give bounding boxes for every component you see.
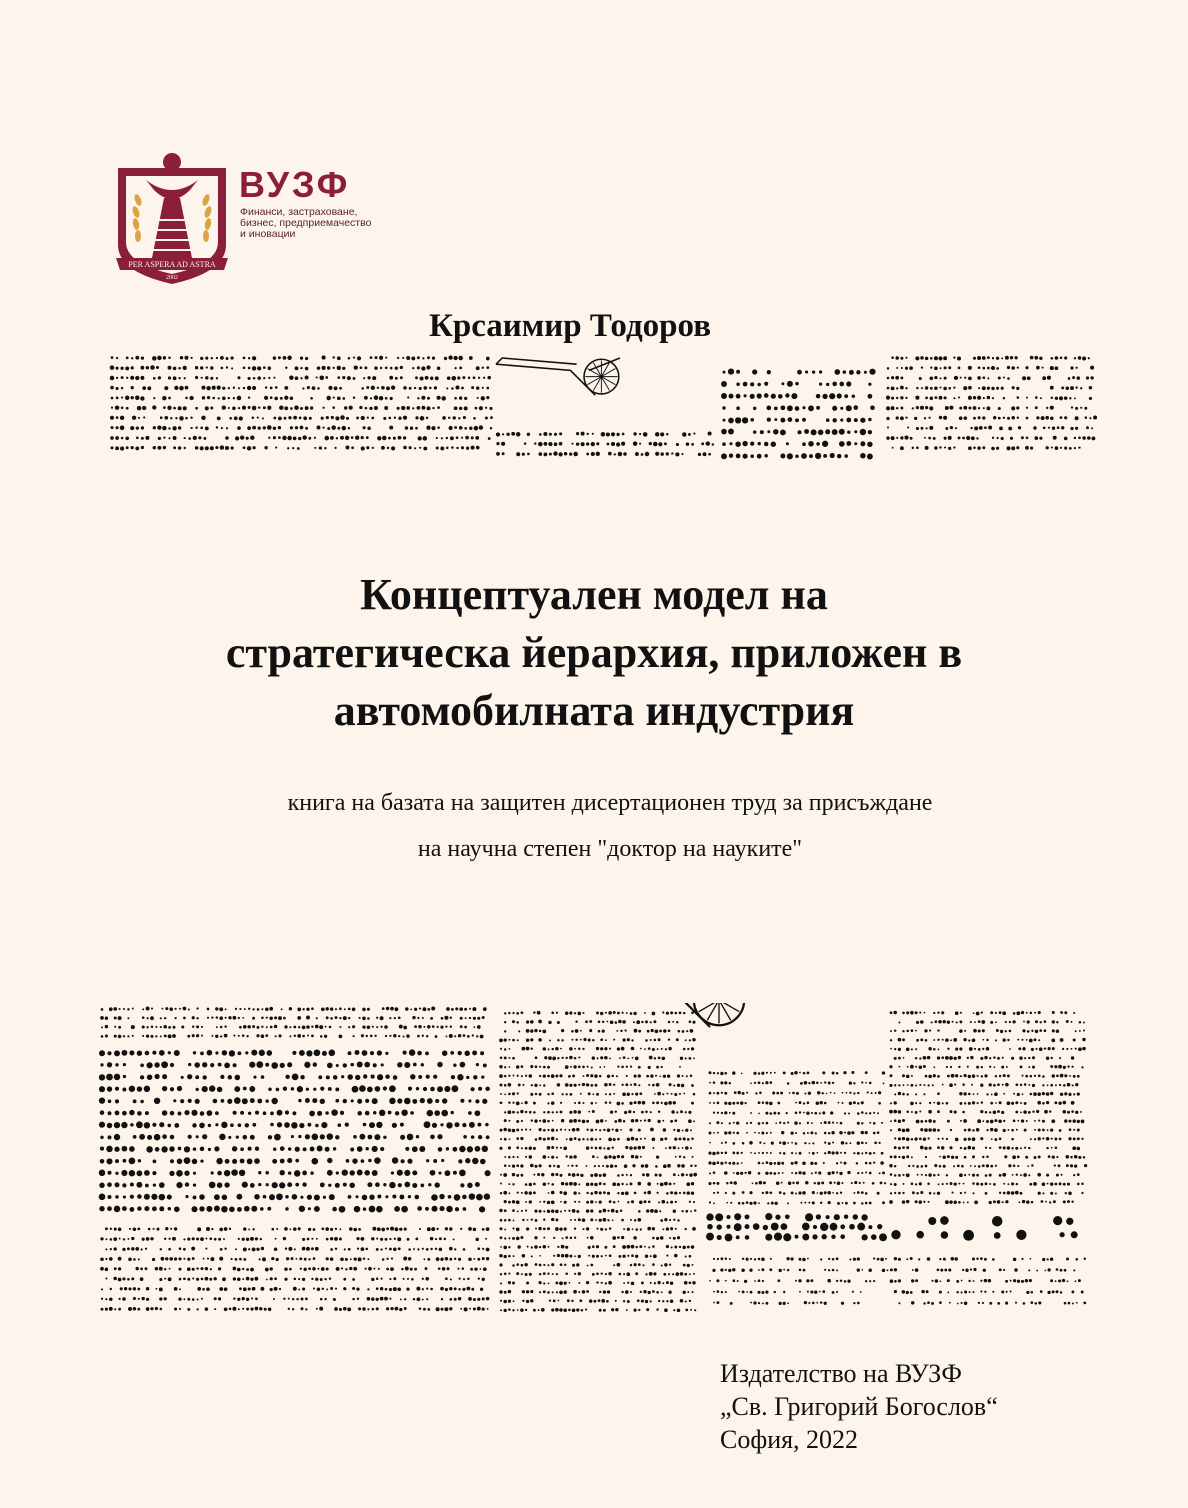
publisher-line: „Св. Григорий Богослов“	[720, 1392, 998, 1421]
logo-year: 2002	[166, 275, 178, 281]
book-title	[0, 566, 1188, 740]
logo-tagline-line: и иновации	[240, 228, 296, 240]
logo-tagline	[240, 207, 400, 240]
logo-motto: PER ASPERA AD ASTRA	[128, 260, 216, 269]
publisher-line: Издателство на ВУЗФ	[720, 1359, 962, 1388]
logo-name: ВУЗФ	[239, 164, 351, 205]
vuzf-shield-icon	[112, 150, 232, 285]
bottom-halftone-band	[96, 1003, 1092, 1318]
publisher-line: София, 2022	[720, 1425, 859, 1454]
author-name: Крсаимир Тодоров	[428, 308, 712, 344]
subtitle-line: на научна степен "доктор на науките"	[417, 836, 803, 862]
subtitle-line: книга на базата на защитен дисертационен труд за присъждане	[287, 790, 933, 816]
logo-tagline-line: Финанси, застраховане,	[240, 206, 358, 218]
title-line: стратегическа йерархия, приложен в	[225, 628, 963, 677]
vuzf-logo	[112, 150, 402, 300]
publisher-info	[720, 1357, 998, 1456]
top-halftone-band	[108, 352, 1102, 460]
title-line: автомобилната индустрия	[333, 686, 855, 735]
book-subtitle	[0, 780, 1188, 872]
title-line: Концептуален модел на	[360, 570, 828, 619]
logo-tagline-line: бизнес, предприемачество	[240, 217, 372, 229]
